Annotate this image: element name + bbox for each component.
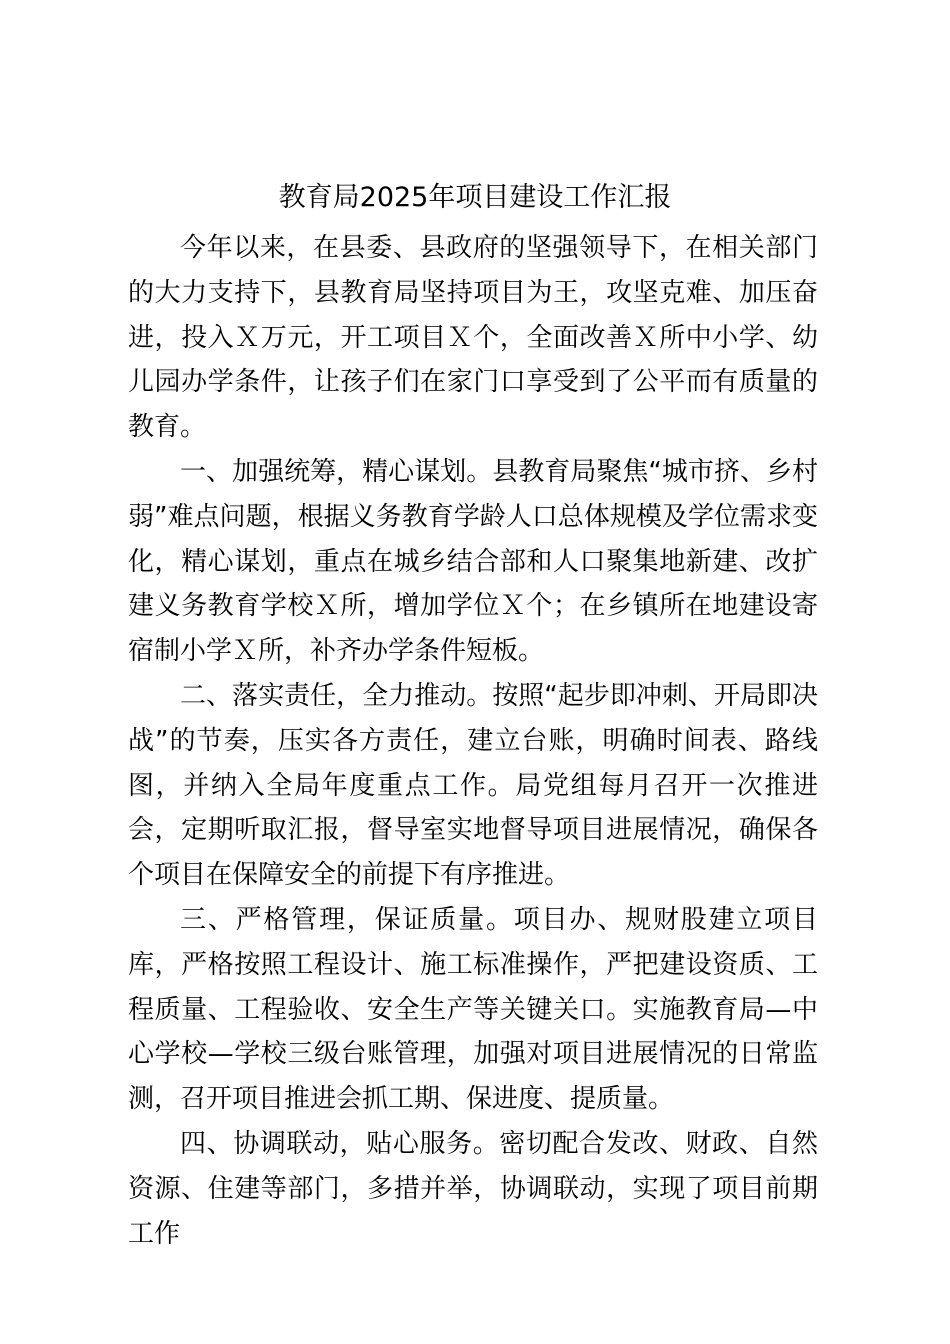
document-title: 教育局2025年项目建设工作汇报 xyxy=(278,182,672,213)
paragraph-section-4: 四、协调联动，贴心服务。密切配合发改、财政、自然资源、住建等部门，多措并举，协调联动，实现了项目前期工作 xyxy=(128,1128,818,1249)
document-body xyxy=(128,226,818,1256)
paragraph-intro: 今年以来，在县委、县政府的坚强领导下，在相关部门的大力支持下，县教育局坚持项目为王，攻坚克难、加压奋进，投入Ｘ万元，开工项目Ｘ个，全面改善Ｘ所中小学、幼儿园办学条件，让孩子们在家门口享受到了公平而有质量的教育。 xyxy=(128,233,818,443)
paragraph-section-1: 一、加强统筹，精心谋划。县教育局聚焦“城市挤、乡村弱”难点问题，根据义务教育学龄人口总体规模及学位需求变化，精心谋划，重点在城乡结合部和人口聚集地新建、改扩建义务教育学校Ｘ所，增加学位Ｘ个；在乡镇所在地建设寄宿制小学Ｘ所，补齐办学条件短板。 xyxy=(128,456,818,667)
paragraph-section-2: 二、落实责任，全力推动。按照“起步即冲刺、开局即决战”的节奏，压实各方责任，建立台账，明确时间表、路线图，并纳入全局年度重点工作。局党组每月召开一次推进会，定期听取汇报，督导室实地督导项目进展情况，确保各个项目在保障安全的前提下有序推进。 xyxy=(128,680,818,891)
paragraph-section-3: 三、严格管理，保证质量。项目办、规财股建立项目库，严格按照工程设计、施工标准操作，严把建设资质、工程质量、工程验收、安全生产等关键关口。实施教育局—中心学校—学校三级台账管理，加强对项目进展情况的日常监测，召开项目推进会抓工期、保进度、提质量。 xyxy=(128,904,818,1115)
